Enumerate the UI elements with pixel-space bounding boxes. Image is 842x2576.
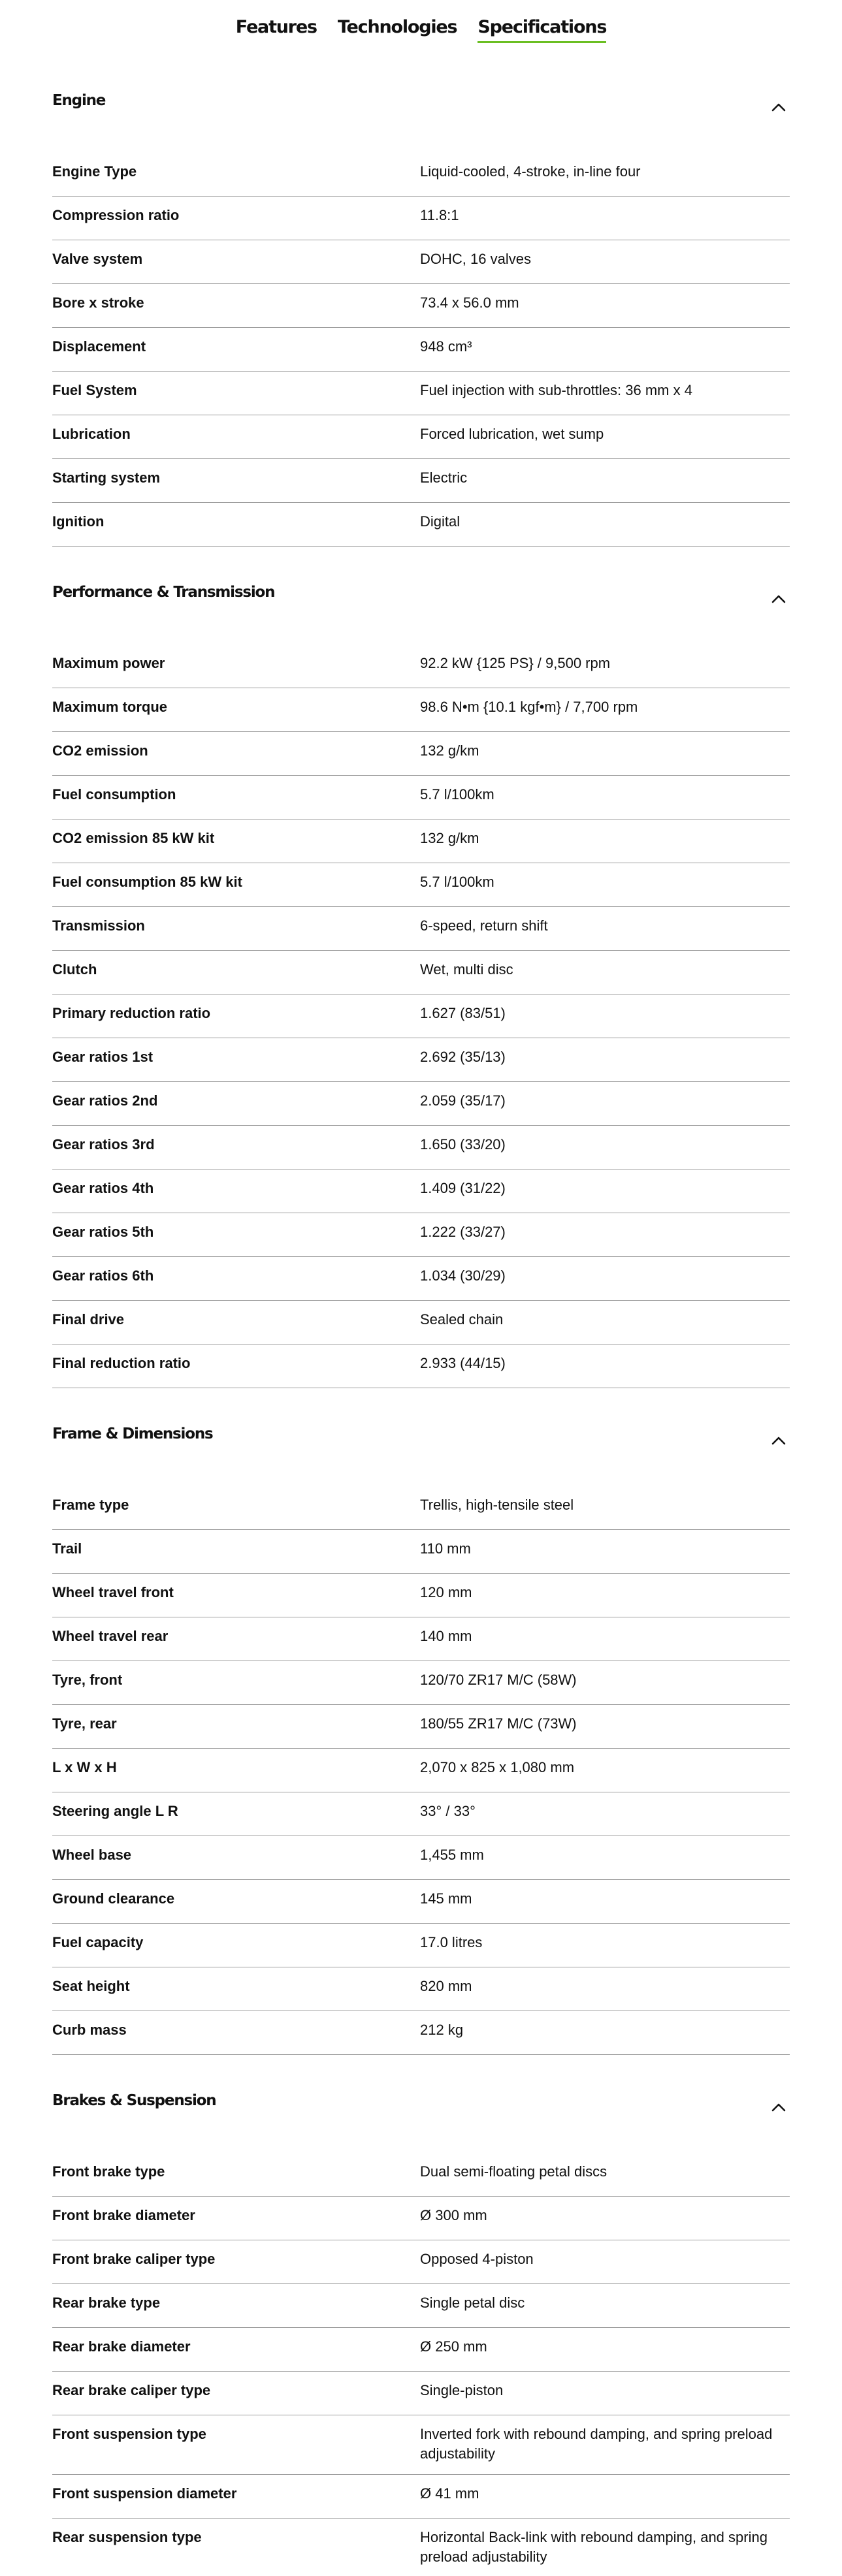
spec-row bbox=[52, 732, 790, 776]
spec-label: Lubrication bbox=[52, 426, 131, 442]
spec-row bbox=[52, 644, 790, 688]
spec-row bbox=[52, 415, 790, 459]
chevron-up-icon[interactable] bbox=[768, 96, 790, 118]
spec-value: Trellis, high-tensile steel bbox=[420, 1497, 574, 1513]
spec-row bbox=[52, 951, 790, 994]
spec-label: Steering angle L R bbox=[52, 1803, 178, 1819]
spec-label: Rear brake caliper type bbox=[52, 2382, 211, 2398]
spec-row bbox=[52, 1617, 790, 1661]
spec-value: 180/55 ZR17 M/C (73W) bbox=[420, 1715, 577, 1732]
spec-table bbox=[52, 1486, 790, 2055]
spec-value: 5.7 l/100km bbox=[420, 786, 494, 803]
spec-label: Displacement bbox=[52, 338, 146, 355]
spec-row bbox=[52, 819, 790, 863]
spec-row bbox=[52, 328, 790, 372]
spec-value: 820 mm bbox=[420, 1978, 472, 1994]
chevron-up-icon[interactable] bbox=[768, 1429, 790, 1452]
spec-label: Fuel consumption 85 kW kit bbox=[52, 874, 242, 890]
spec-label: Valve system bbox=[52, 251, 143, 267]
spec-row bbox=[52, 1661, 790, 1705]
spec-row bbox=[52, 2197, 790, 2240]
spec-label: Front brake type bbox=[52, 2163, 165, 2180]
spec-row bbox=[52, 776, 790, 819]
spec-label: Wheel travel rear bbox=[52, 1628, 169, 1644]
spec-value: Single-piston bbox=[420, 2382, 504, 2398]
spec-label: Rear brake diameter bbox=[52, 2338, 191, 2355]
spec-value: Sealed chain bbox=[420, 1311, 504, 1328]
spec-value: Liquid-cooled, 4-stroke, in-line four bbox=[420, 163, 641, 180]
spec-label: Curb mass bbox=[52, 2022, 127, 2038]
spec-row bbox=[52, 1301, 790, 1344]
spec-value: 132 g/km bbox=[420, 830, 479, 846]
spec-row bbox=[52, 1880, 790, 1924]
spec-label: Fuel consumption bbox=[52, 786, 176, 803]
spec-label: Tyre, front bbox=[52, 1672, 123, 1688]
spec-row bbox=[52, 907, 790, 951]
spec-label: Trail bbox=[52, 1540, 82, 1557]
spec-label: Clutch bbox=[52, 961, 97, 978]
section-title: Frame & Dimensions bbox=[52, 1425, 213, 1442]
spec-label: Maximum torque bbox=[52, 699, 168, 715]
spec-label: Gear ratios 6th bbox=[52, 1267, 154, 1284]
spec-label: Ignition bbox=[52, 513, 105, 530]
spec-value: 98.6 N•m {10.1 kgf•m} / 7,700 rpm bbox=[420, 699, 638, 715]
spec-value: 1.409 (31/22) bbox=[420, 1180, 506, 1196]
section-header[interactable] bbox=[52, 84, 790, 118]
spec-row bbox=[52, 1792, 790, 1836]
spec-row bbox=[52, 503, 790, 547]
spec-value: 11.8:1 bbox=[420, 207, 459, 223]
spec-value: 2.933 (44/15) bbox=[420, 1355, 506, 1371]
spec-value: 5.7 l/100km bbox=[420, 874, 494, 890]
spec-row bbox=[52, 1169, 790, 1213]
spec-value: 120 mm bbox=[420, 1584, 472, 1600]
spec-row bbox=[52, 1038, 790, 1082]
spec-label: Bore x stroke bbox=[52, 294, 144, 311]
spec-value: 140 mm bbox=[420, 1628, 472, 1644]
spec-label: Gear ratios 4th bbox=[52, 1180, 154, 1196]
spec-row bbox=[52, 1213, 790, 1257]
spec-value: 6-speed, return shift bbox=[420, 917, 548, 934]
spec-label: Final reduction ratio bbox=[52, 1355, 191, 1371]
spec-value: 1.222 (33/27) bbox=[420, 1224, 506, 1240]
spec-value: 73.4 x 56.0 mm bbox=[420, 294, 519, 311]
spec-label: Final drive bbox=[52, 1311, 125, 1328]
spec-row bbox=[52, 2519, 790, 2576]
spec-row bbox=[52, 153, 790, 197]
spec-value: 120/70 ZR17 M/C (58W) bbox=[420, 1672, 577, 1688]
spec-label: Front suspension diameter bbox=[52, 2485, 237, 2502]
spec-row bbox=[52, 284, 790, 328]
spec-value: 2.692 (35/13) bbox=[420, 1049, 506, 1065]
spec-label: Tyre, rear bbox=[52, 1715, 117, 1732]
spec-value: 1.034 (30/29) bbox=[420, 1267, 506, 1284]
spec-row bbox=[52, 1257, 790, 1301]
spec-label: Rear brake type bbox=[52, 2295, 161, 2311]
spec-value: Forced lubrication, wet sump bbox=[420, 426, 604, 442]
section-title: Brakes & Suspension bbox=[52, 2092, 216, 2109]
spec-value: 92.2 kW {125 PS} / 9,500 rpm bbox=[420, 655, 611, 671]
spec-value: 17.0 litres bbox=[420, 1934, 483, 1950]
spec-value: 2,070 x 825 x 1,080 mm bbox=[420, 1759, 575, 1775]
spec-label: Ground clearance bbox=[52, 1890, 175, 1907]
section-header[interactable] bbox=[52, 2084, 790, 2118]
spec-section bbox=[52, 84, 790, 547]
spec-value: 212 kg bbox=[420, 2022, 464, 2038]
spec-value: Digital bbox=[420, 513, 461, 530]
spec-label: Frame type bbox=[52, 1497, 129, 1513]
spec-row bbox=[52, 1530, 790, 1574]
spec-value: Ø 250 mm bbox=[420, 2338, 487, 2355]
spec-row bbox=[52, 994, 790, 1038]
spec-value: Dual semi-floating petal discs bbox=[420, 2163, 607, 2180]
spec-value: DOHC, 16 valves bbox=[420, 251, 531, 267]
spec-label: Gear ratios 1st bbox=[52, 1049, 154, 1065]
spec-label: Seat height bbox=[52, 1978, 130, 1994]
spec-row bbox=[52, 459, 790, 503]
spec-label: Transmission bbox=[52, 917, 145, 934]
tab-technologies[interactable]: Technologies bbox=[337, 16, 457, 37]
spec-table bbox=[52, 2153, 790, 2576]
spec-row bbox=[52, 1836, 790, 1880]
tab-specifications[interactable]: Specifications bbox=[478, 15, 606, 43]
spec-value: Ø 41 mm bbox=[420, 2485, 479, 2502]
spec-value: 145 mm bbox=[420, 1890, 472, 1907]
spec-row bbox=[52, 863, 790, 907]
spec-label: Front brake caliper type bbox=[52, 2251, 216, 2267]
spec-value: 110 mm bbox=[420, 1540, 471, 1557]
section-title: Engine bbox=[52, 92, 106, 109]
spec-label: Front brake diameter bbox=[52, 2207, 195, 2223]
spec-value: 1.650 (33/20) bbox=[420, 1136, 506, 1153]
spec-value: Ø 300 mm bbox=[420, 2207, 487, 2223]
tab-features[interactable]: Features bbox=[235, 16, 317, 37]
spec-row bbox=[52, 1486, 790, 1530]
spec-label: Fuel capacity bbox=[52, 1934, 144, 1950]
spec-row bbox=[52, 2372, 790, 2415]
spec-label: Engine Type bbox=[52, 163, 137, 180]
spec-label: Wheel travel front bbox=[52, 1584, 174, 1600]
spec-row bbox=[52, 2240, 790, 2284]
spec-value: Electric bbox=[420, 469, 468, 486]
spec-label: Front suspension type bbox=[52, 2426, 206, 2442]
spec-row bbox=[52, 688, 790, 732]
spec-row bbox=[52, 2415, 790, 2475]
spec-value: Single petal disc bbox=[420, 2295, 525, 2311]
spec-row bbox=[52, 197, 790, 240]
spec-tabs bbox=[0, 0, 842, 55]
spec-label: Fuel System bbox=[52, 382, 137, 398]
spec-table bbox=[52, 153, 790, 547]
spec-section bbox=[52, 2084, 790, 2576]
spec-label: Gear ratios 2nd bbox=[52, 1092, 158, 1109]
spec-row bbox=[52, 1082, 790, 1126]
spec-value: Wet, multi disc bbox=[420, 961, 513, 978]
spec-row bbox=[52, 2475, 790, 2519]
chevron-up-icon[interactable] bbox=[768, 2096, 790, 2118]
spec-row bbox=[52, 2284, 790, 2328]
spec-label: L x W x H bbox=[52, 1759, 117, 1775]
section-header[interactable] bbox=[52, 575, 790, 609]
chevron-up-icon[interactable] bbox=[768, 588, 790, 610]
spec-row bbox=[52, 1126, 790, 1169]
spec-row bbox=[52, 1967, 790, 2011]
spec-row bbox=[52, 2328, 790, 2372]
spec-label: CO2 emission 85 kW kit bbox=[52, 830, 215, 846]
spec-value: Opposed 4-piston bbox=[420, 2251, 534, 2267]
spec-row bbox=[52, 1924, 790, 1967]
spec-value: 948 cm³ bbox=[420, 338, 472, 355]
spec-label: Gear ratios 5th bbox=[52, 1224, 154, 1240]
spec-row bbox=[52, 1749, 790, 1792]
spec-section bbox=[52, 1417, 790, 2055]
spec-row bbox=[52, 2153, 790, 2197]
spec-value: 1.627 (83/51) bbox=[420, 1005, 506, 1021]
spec-row bbox=[52, 1705, 790, 1749]
spec-value: Horizontal Back-link with rebound damping, and spring preload adjustability bbox=[420, 2529, 768, 2565]
spec-label: Wheel base bbox=[52, 1847, 132, 1863]
spec-label: Starting system bbox=[52, 469, 161, 486]
spec-section bbox=[52, 575, 790, 1388]
spec-value: Inverted fork with rebound damping, and spring preload adjustability bbox=[420, 2426, 773, 2462]
spec-label: Rear suspension type bbox=[52, 2529, 202, 2545]
section-title: Performance & Transmission bbox=[52, 584, 275, 601]
spec-sections bbox=[0, 84, 842, 2576]
spec-row bbox=[52, 372, 790, 415]
spec-label: CO2 emission bbox=[52, 742, 148, 759]
spec-label: Primary reduction ratio bbox=[52, 1005, 211, 1021]
spec-label: Gear ratios 3rd bbox=[52, 1136, 155, 1153]
spec-row bbox=[52, 1574, 790, 1617]
spec-row bbox=[52, 1344, 790, 1388]
spec-row bbox=[52, 240, 790, 284]
spec-value: 132 g/km bbox=[420, 742, 479, 759]
spec-label: Maximum power bbox=[52, 655, 165, 671]
spec-table bbox=[52, 644, 790, 1388]
section-header[interactable] bbox=[52, 1417, 790, 1451]
spec-value: 2.059 (35/17) bbox=[420, 1092, 506, 1109]
spec-value: 1,455 mm bbox=[420, 1847, 484, 1863]
spec-value: Fuel injection with sub-throttles: 36 mm x 4 bbox=[420, 382, 692, 398]
spec-row bbox=[52, 2011, 790, 2055]
spec-value: 33° / 33° bbox=[420, 1803, 476, 1819]
spec-label: Compression ratio bbox=[52, 207, 180, 223]
